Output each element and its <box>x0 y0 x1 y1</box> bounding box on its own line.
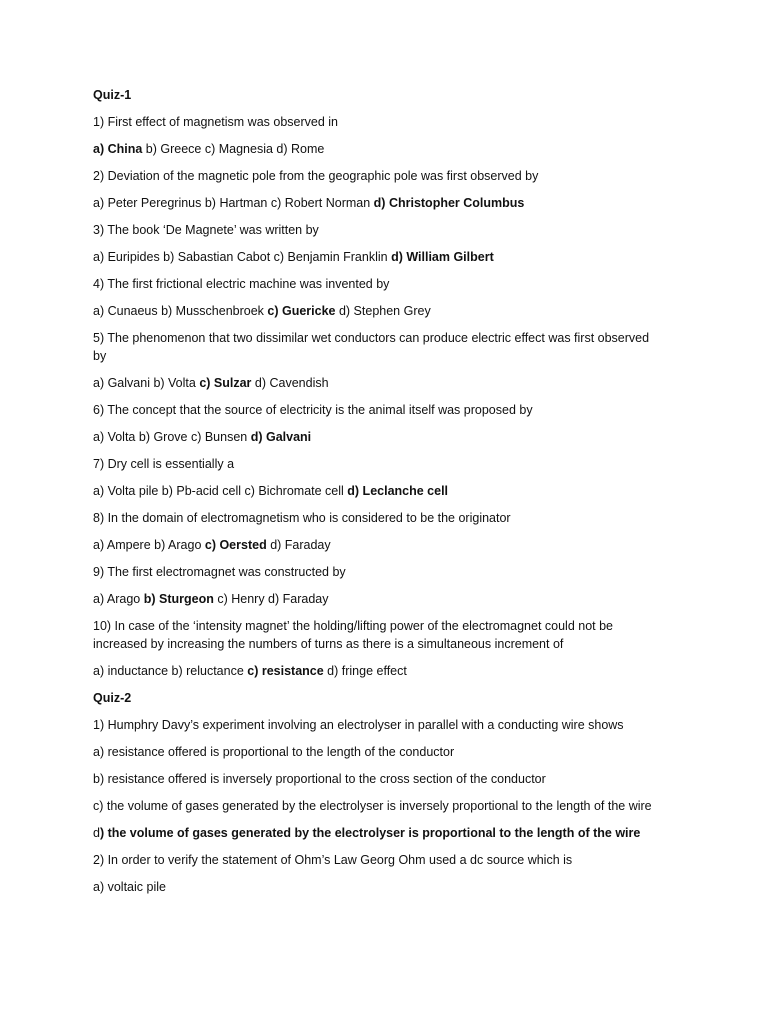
document-page <box>93 86 663 905</box>
quiz1-title: Quiz-1 <box>93 88 132 102</box>
answer-option <box>93 770 663 788</box>
question-text: 10) In case of the ‘intensity magnet’ the holding/lifting power of the electromagnet could not be increased by increasing the numbers of turns as there is a simultaneous increment of <box>93 619 613 651</box>
answer-text: a) resistance offered is proportional to the length of the conductor <box>93 745 455 759</box>
answer-options <box>93 374 663 392</box>
question-text: 8) In the domain of electromagnetism who is considered to be the originator <box>93 511 511 525</box>
answer-text: c) the volume of gases generated by the electrolyser is inversely proportional to the length of the wire <box>93 799 652 813</box>
quiz1-questions <box>93 113 663 680</box>
answer-option <box>93 878 663 896</box>
correct-answer-text: c) Sulzar <box>199 376 252 390</box>
answer-text: 1) Humphry Davy’s experiment involving an electrolyser in parallel with a conducting wire shows <box>93 718 624 732</box>
answer-options <box>93 302 663 320</box>
question-text: 9) The first electromagnet was constructed by <box>93 565 346 579</box>
answer-text: d) Faraday <box>266 538 331 552</box>
answer-text: d) Stephen Grey <box>335 304 431 318</box>
answer-text: a) Euripides b) Sabastian Cabot c) Benjamin Franklin <box>93 250 392 264</box>
answer-options <box>93 590 663 608</box>
question-text: 2) Deviation of the magnetic pole from the geographic pole was first observed by <box>93 169 539 183</box>
quiz2-questions <box>93 716 663 896</box>
correct-answer-text: c) Oersted <box>204 538 267 552</box>
question-text: 6) The concept that the source of electricity is the animal itself was proposed by <box>93 403 533 417</box>
answer-text: d <box>93 826 100 840</box>
question-text: 3) The book ‘De Magnete’ was written by <box>93 223 319 237</box>
answer-text: a) Cunaeus b) Musschenbroek <box>93 304 268 318</box>
answer-text: d) fringe effect <box>323 664 407 678</box>
answer-option <box>93 743 663 761</box>
answer-text: a) voltaic pile <box>93 880 166 894</box>
answer-option <box>93 824 663 842</box>
answer-text: c) Henry d) Faraday <box>213 592 329 606</box>
answer-text: a) Arago <box>93 592 144 606</box>
answer-text: d) Cavendish <box>251 376 329 390</box>
question-text: 5) The phenomenon that two dissimilar wet conductors can produce electric effect was first observed by <box>93 331 650 363</box>
answer-text: 2) In order to verify the statement of Ohm’s Law Georg Ohm used a dc source which is <box>93 853 573 867</box>
question-text: 1) First effect of magnetism was observed in <box>93 115 339 129</box>
answer-text: b) Greece c) Magnesia d) Rome <box>142 142 325 156</box>
answer-options <box>93 140 663 158</box>
correct-answer-text: ) the volume of gases generated by the electrolyser is proportional to the length of the wire <box>99 826 641 840</box>
answer-text: a) inductance b) reluctance <box>93 664 248 678</box>
correct-answer-text: d) Leclanche cell <box>347 484 449 498</box>
correct-answer-text: d) William Gilbert <box>391 250 494 264</box>
answer-text: a) Volta pile b) Pb-acid cell c) Bichromate cell <box>93 484 348 498</box>
answer-options <box>93 248 663 266</box>
correct-answer-text: b) Sturgeon <box>143 592 214 606</box>
answer-options <box>93 194 663 212</box>
answer-options <box>93 662 663 680</box>
question-text <box>93 716 663 734</box>
answer-text: a) Peter Peregrinus b) Hartman c) Robert Norman <box>93 196 374 210</box>
quiz2-title: Quiz-2 <box>93 691 132 705</box>
correct-answer-text: c) Guericke <box>267 304 336 318</box>
correct-answer-text: d) Galvani <box>250 430 312 444</box>
answer-options <box>93 482 663 500</box>
question-text: 7) Dry cell is essentially a <box>93 457 235 471</box>
answer-text: a) Galvani b) Volta <box>93 376 200 390</box>
correct-answer-text: d) Christopher Columbus <box>373 196 525 210</box>
answer-text: b) resistance offered is inversely proportional to the cross section of the conductor <box>93 772 546 786</box>
answer-options <box>93 536 663 554</box>
answer-option <box>93 797 663 815</box>
correct-answer-text: a) China <box>93 142 143 156</box>
answer-text: a) Volta b) Grove c) Bunsen <box>93 430 251 444</box>
question-text <box>93 851 663 869</box>
question-text: 4) The first frictional electric machine was invented by <box>93 277 390 291</box>
answer-options <box>93 428 663 446</box>
correct-answer-text: c) resistance <box>247 664 324 678</box>
answer-text: a) Ampere b) Arago <box>93 538 205 552</box>
